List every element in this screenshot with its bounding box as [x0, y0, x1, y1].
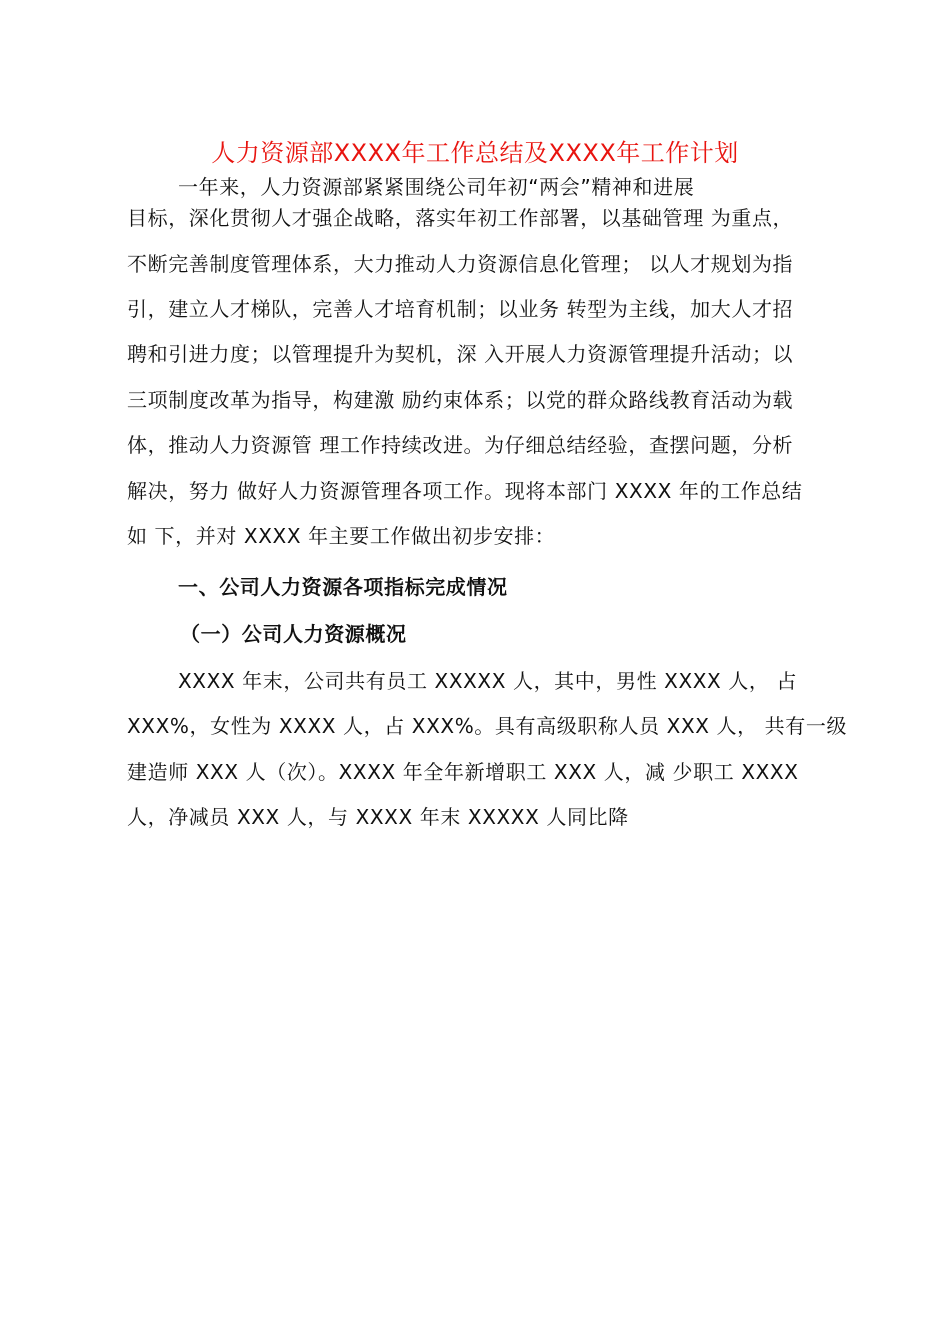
- intro-line-4: 引，建立人才梯队，完善人才培育机制；以业务 转型为主线，加大人才招: [127, 297, 794, 321]
- body-line-1: XXXX 年末，公司共有员工 XXXXX 人，其中，男性 XXXX 人， 占: [178, 669, 798, 693]
- intro-line-6: 三项制度改革为指导，构建激 励约束体系；以党的群众路线教育活动为载: [127, 388, 794, 412]
- section-heading-1: 一、公司人力资源各项指标完成情况: [178, 575, 508, 599]
- subsection-heading-1: （一）公司人力资源概况: [180, 622, 407, 646]
- intro-line-5: 聘和引进力度；以管理提升为契机，深 入开展人力资源管理提升活动；以: [127, 342, 794, 366]
- intro-line-1: 一年来，人力资源部紧紧围绕公司年初“两会”精神和进展: [178, 175, 695, 199]
- body-line-3: 建造师 XXX 人（次）。XXXX 年全年新增职工 XXX 人，减 少职工 XXXX: [127, 760, 799, 784]
- intro-line-2: 目标，深化贯彻人才强企战略，落实年初工作部署，以基础管理 为重点，: [127, 206, 794, 230]
- intro-line-9: 如 下，并对 XXXX 年主要工作做出初步安排：: [127, 524, 556, 548]
- intro-line-8: 解决，努力 做好人力资源管理各项工作。现将本部门 XXXX 年的工作总结: [127, 479, 803, 503]
- body-line-2: XXX%，女性为 XXXX 人，占 XXX%。具有高级职称人员 XXX 人， 共有一级: [127, 714, 848, 738]
- intro-line-7: 体，推动人力资源管 理工作持续改进。为仔细总结经验，查摆问题，分析: [127, 433, 794, 457]
- body-line-4: 人，净减员 XXX 人，与 XXXX 年末 XXXXX 人同比降: [127, 805, 629, 829]
- document-title: 人力资源部XXXX年工作总结及XXXX年工作计划: [211, 139, 739, 167]
- intro-line-3: 不断完善制度管理体系，大力推动人力资源信息化管理； 以人才规划为指: [127, 252, 794, 276]
